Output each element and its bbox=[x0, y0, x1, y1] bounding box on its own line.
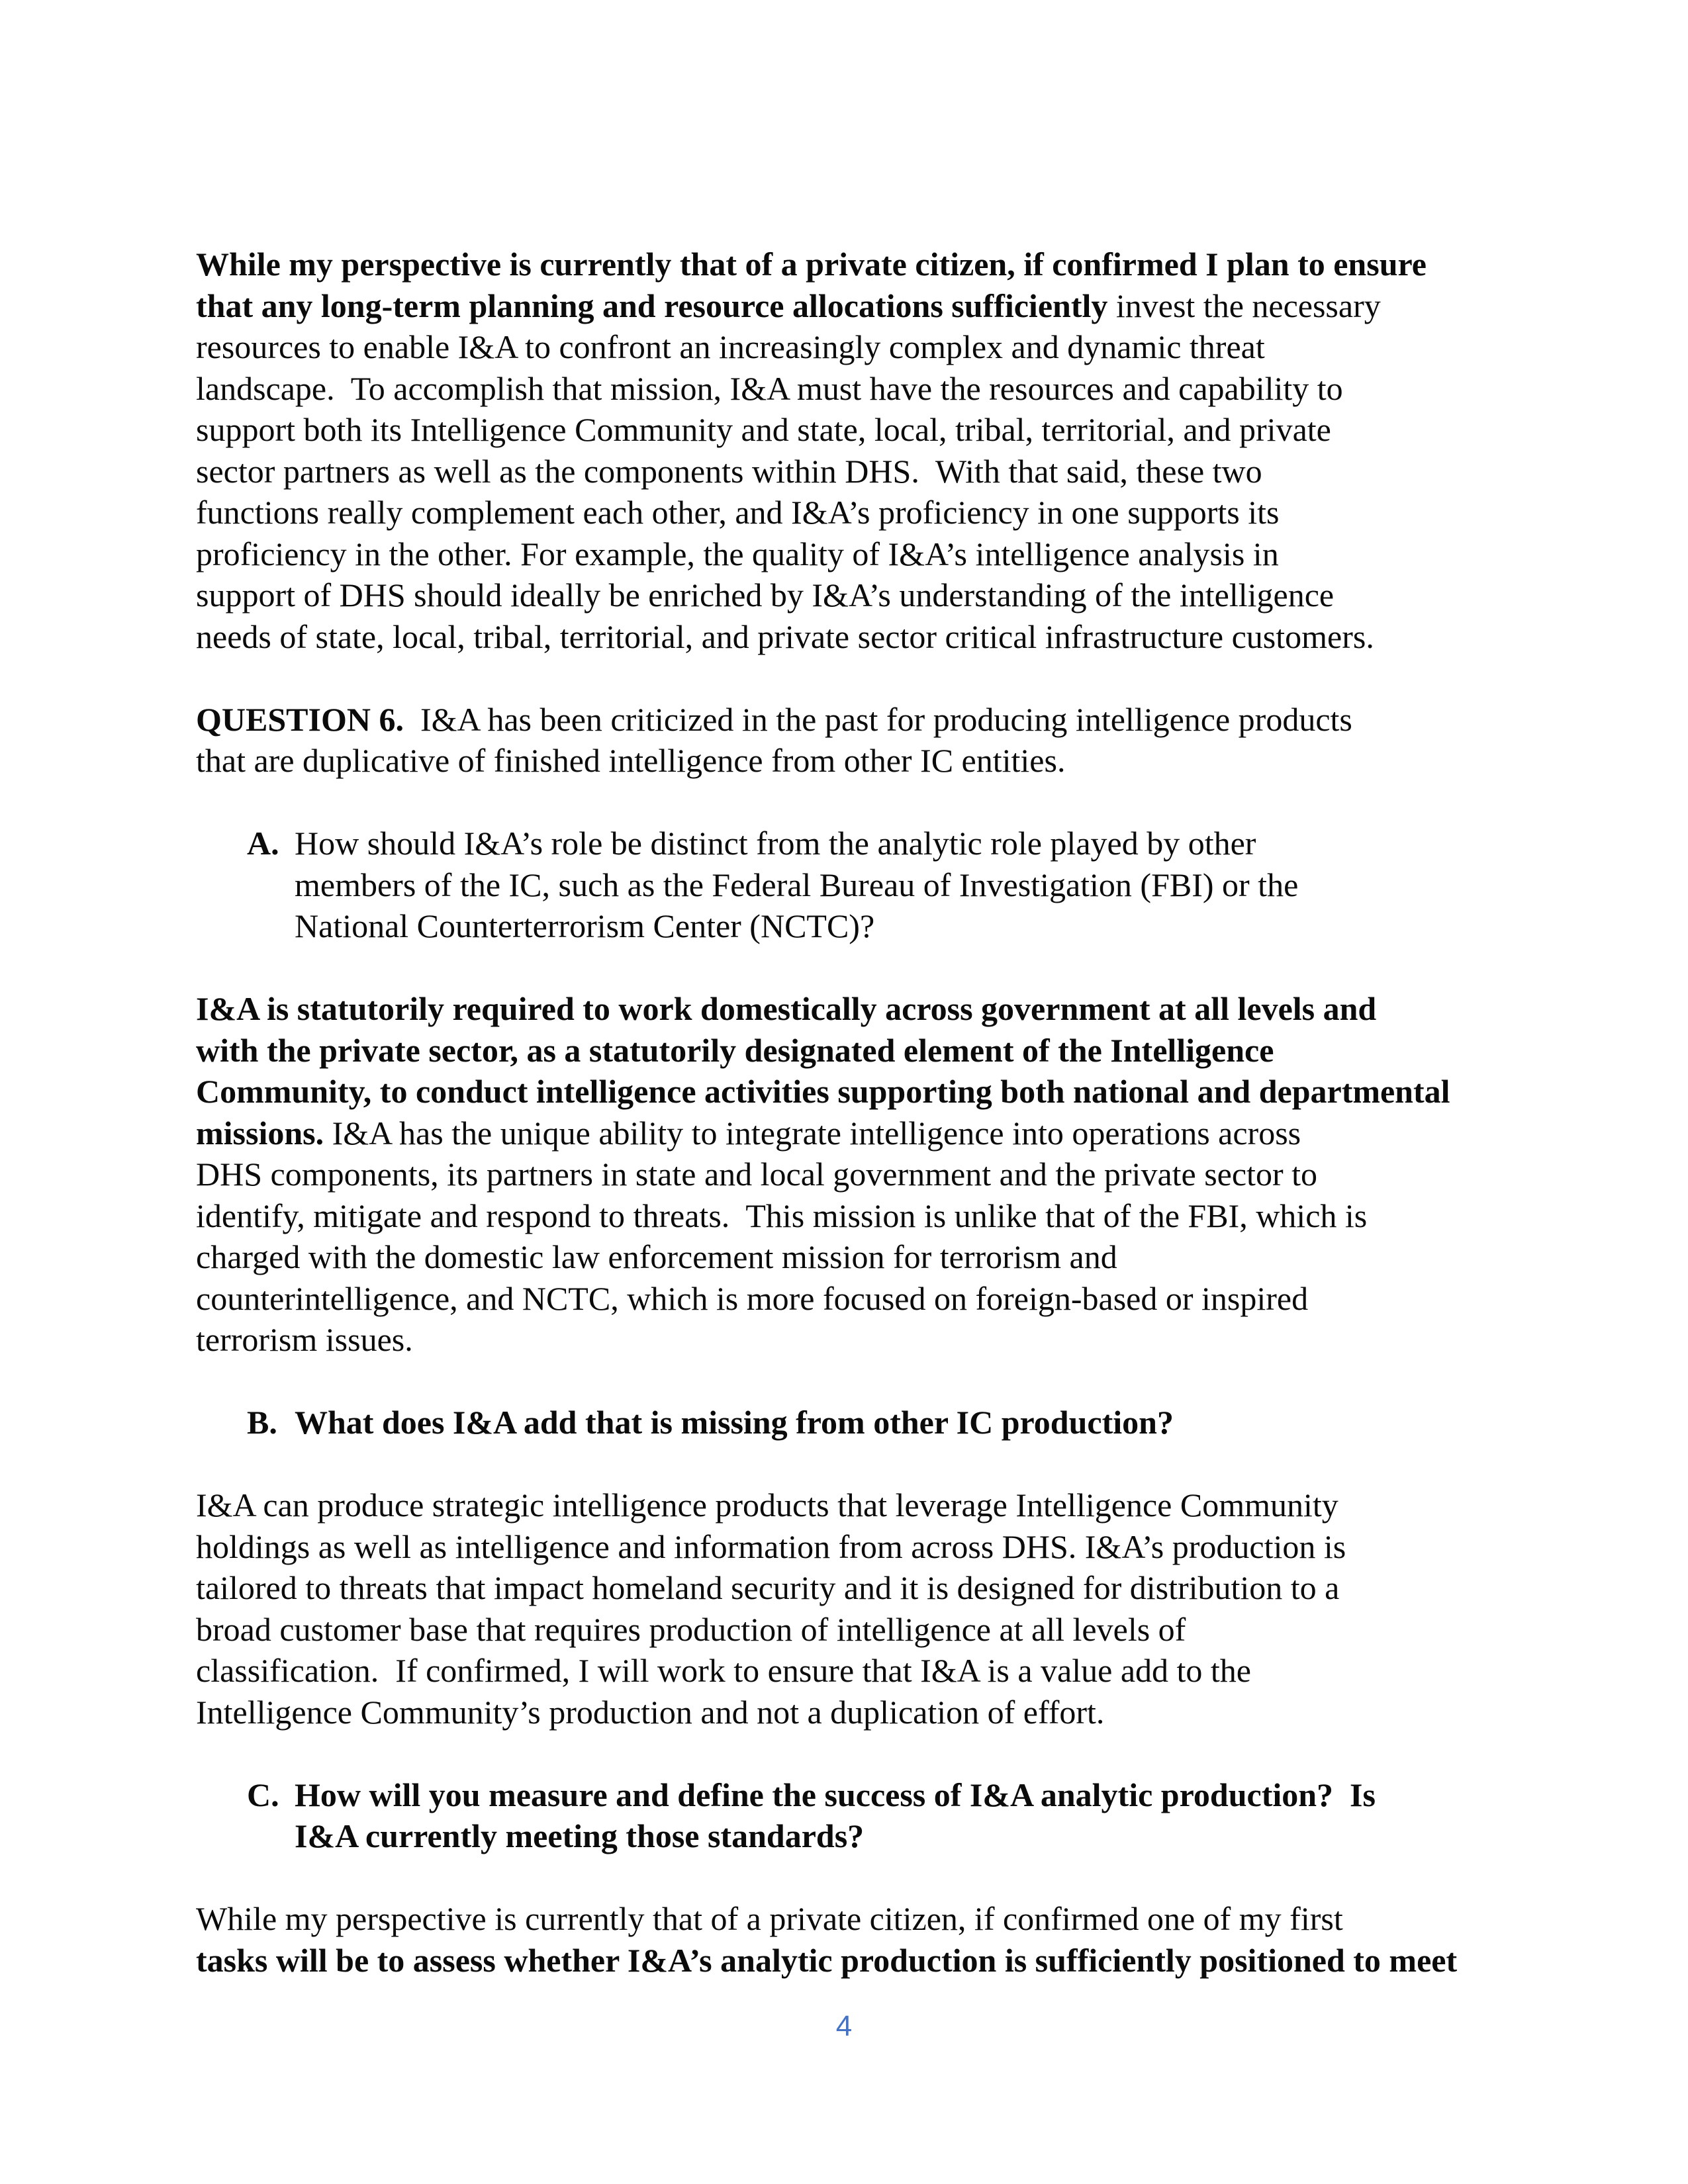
text-run: support of DHS should ideally be enriched by I&A’s understanding of the intelligence bbox=[196, 576, 1335, 614]
text-line bbox=[196, 285, 1487, 327]
bold-text-run: What does I&A add that is missing from other IC production? bbox=[295, 1404, 1174, 1441]
text-run: invest the necessary bbox=[1115, 287, 1381, 324]
text-line bbox=[196, 1236, 1487, 1278]
text-line bbox=[196, 1609, 1487, 1651]
text-line bbox=[196, 1567, 1487, 1609]
document-body bbox=[196, 244, 1487, 1981]
text-line bbox=[196, 1113, 1487, 1154]
bold-text-run: tasks will be to assess whether I&A’s analytic production is sufficiently positioned to meet bbox=[196, 1941, 1458, 1979]
text-line bbox=[196, 492, 1487, 533]
text-run: Intelligence Community’s production and not a duplication of effort. bbox=[196, 1693, 1105, 1731]
text-line bbox=[295, 1402, 1487, 1443]
sub-question-item bbox=[196, 823, 1487, 947]
text-line bbox=[196, 1278, 1487, 1320]
text-run: support both its Intelligence Community and state, local, tribal, territorial, and private bbox=[196, 411, 1331, 448]
list-marker: A. bbox=[247, 825, 279, 862]
paragraph bbox=[196, 699, 1487, 782]
bold-text-run: missions. bbox=[196, 1114, 324, 1152]
text-line bbox=[196, 699, 1487, 741]
bold-text-run: While my perspective is currently that of a private citizen, if confirmed I plan to ensure bbox=[196, 246, 1427, 283]
text-run: identify, mitigate and respond to threats. This mission is unlike that of the FBI, which is bbox=[196, 1197, 1368, 1234]
text-line bbox=[196, 1030, 1487, 1071]
paragraph bbox=[196, 1898, 1487, 1981]
text-run: DHS components, its partners in state and local government and the private sector to bbox=[196, 1156, 1317, 1193]
text-line bbox=[196, 368, 1487, 410]
text-line bbox=[196, 574, 1487, 616]
sub-question-item bbox=[196, 1774, 1487, 1857]
text-run: counterintelligence, and NCTC, which is more focused on foreign-based or inspired bbox=[196, 1279, 1309, 1317]
bold-text-run: I&A is statutorily required to work domestically across government at all levels and bbox=[196, 990, 1377, 1027]
text-line bbox=[196, 1154, 1487, 1195]
bold-text-run: with the private sector, as a statutorily designated element of the Intelligence bbox=[196, 1031, 1274, 1069]
text-run: tailored to threats that impact homeland security and it is designed for distribution to a bbox=[196, 1569, 1340, 1606]
bold-text-run: that any long-term planning and resource allocations sufficiently bbox=[196, 287, 1116, 324]
text-line bbox=[196, 409, 1487, 451]
text-run: proficiency in the other. For example, the quality of I&A’s intelligence analysis in bbox=[196, 535, 1279, 572]
text-line bbox=[196, 740, 1487, 782]
text-line bbox=[196, 1195, 1487, 1237]
text-line bbox=[196, 1898, 1487, 1940]
text-run: needs of state, local, tribal, territorial, and private sector critical infrastructure customers. bbox=[196, 617, 1374, 655]
bold-text-run: How will you measure and define the success of I&A analytic production? Is bbox=[295, 1776, 1376, 1813]
text-run: sector partners as well as the components within DHS. With that said, these two bbox=[196, 452, 1262, 490]
bold-text-run: Community, to conduct intelligence activities supporting both national and departmental bbox=[196, 1073, 1450, 1110]
text-run: that are duplicative of finished intelligence from other IC entities. bbox=[196, 742, 1066, 779]
text-run: charged with the domestic law enforcement mission for terrorism and bbox=[196, 1238, 1117, 1275]
text-line bbox=[295, 1774, 1487, 1816]
text-line bbox=[196, 1319, 1487, 1361]
text-line bbox=[196, 1071, 1487, 1113]
page-number: 4 bbox=[835, 2010, 853, 2042]
text-run: functions really complement each other, and I&A’s proficiency in one supports its bbox=[196, 494, 1280, 531]
sub-question-item bbox=[196, 1402, 1487, 1443]
text-line bbox=[295, 864, 1487, 906]
text-run: I&A has been criticized in the past for producing intelligence products bbox=[403, 700, 1352, 738]
text-run: resources to enable I&A to confront an increasingly complex and dynamic threat bbox=[196, 328, 1265, 365]
list-marker: C. bbox=[247, 1776, 279, 1813]
paragraph bbox=[196, 244, 1487, 657]
text-line bbox=[295, 823, 1487, 864]
bold-text-run: I&A currently meeting those standards? bbox=[295, 1817, 865, 1854]
text-line bbox=[196, 244, 1487, 285]
text-run: terrorism issues. bbox=[196, 1321, 413, 1358]
text-line bbox=[196, 1940, 1487, 1981]
text-line bbox=[196, 1484, 1487, 1526]
list-marker: B. bbox=[247, 1404, 277, 1441]
text-run: members of the IC, such as the Federal Bureau of Investigation (FBI) or the bbox=[295, 866, 1299, 903]
bold-text-run: QUESTION 6. bbox=[196, 700, 404, 738]
text-line bbox=[295, 905, 1487, 947]
text-run: I&A can produce strategic intelligence products that leverage Intelligence Community bbox=[196, 1486, 1338, 1524]
text-line bbox=[196, 988, 1487, 1030]
text-line bbox=[196, 616, 1487, 658]
paragraph bbox=[196, 988, 1487, 1361]
text-run: holdings as well as intelligence and information from across DHS. I&A’s production is bbox=[196, 1527, 1346, 1565]
text-run: I&A has the unique ability to integrate intelligence into operations across bbox=[324, 1114, 1301, 1152]
text-run: How should I&A’s role be distinct from the analytic role played by other bbox=[295, 825, 1256, 862]
text-line bbox=[196, 1650, 1487, 1692]
text-run: National Counterterrorism Center (NCTC)? bbox=[295, 907, 875, 944]
text-line bbox=[196, 326, 1487, 368]
text-line bbox=[196, 1692, 1487, 1733]
text-line bbox=[295, 1815, 1487, 1857]
text-run: classification. If confirmed, I will work to ensure that I&A is a value add to the bbox=[196, 1652, 1251, 1689]
text-line bbox=[196, 1526, 1487, 1568]
text-run: broad customer base that requires production of intelligence at all levels of bbox=[196, 1610, 1186, 1648]
paragraph bbox=[196, 1484, 1487, 1733]
text-line bbox=[196, 451, 1487, 492]
text-run: landscape. To accomplish that mission, I&A must have the resources and capability to bbox=[196, 369, 1343, 407]
text-run: While my perspective is currently that of a private citizen, if confirmed one of my first bbox=[196, 1900, 1343, 1937]
text-line bbox=[196, 533, 1487, 575]
